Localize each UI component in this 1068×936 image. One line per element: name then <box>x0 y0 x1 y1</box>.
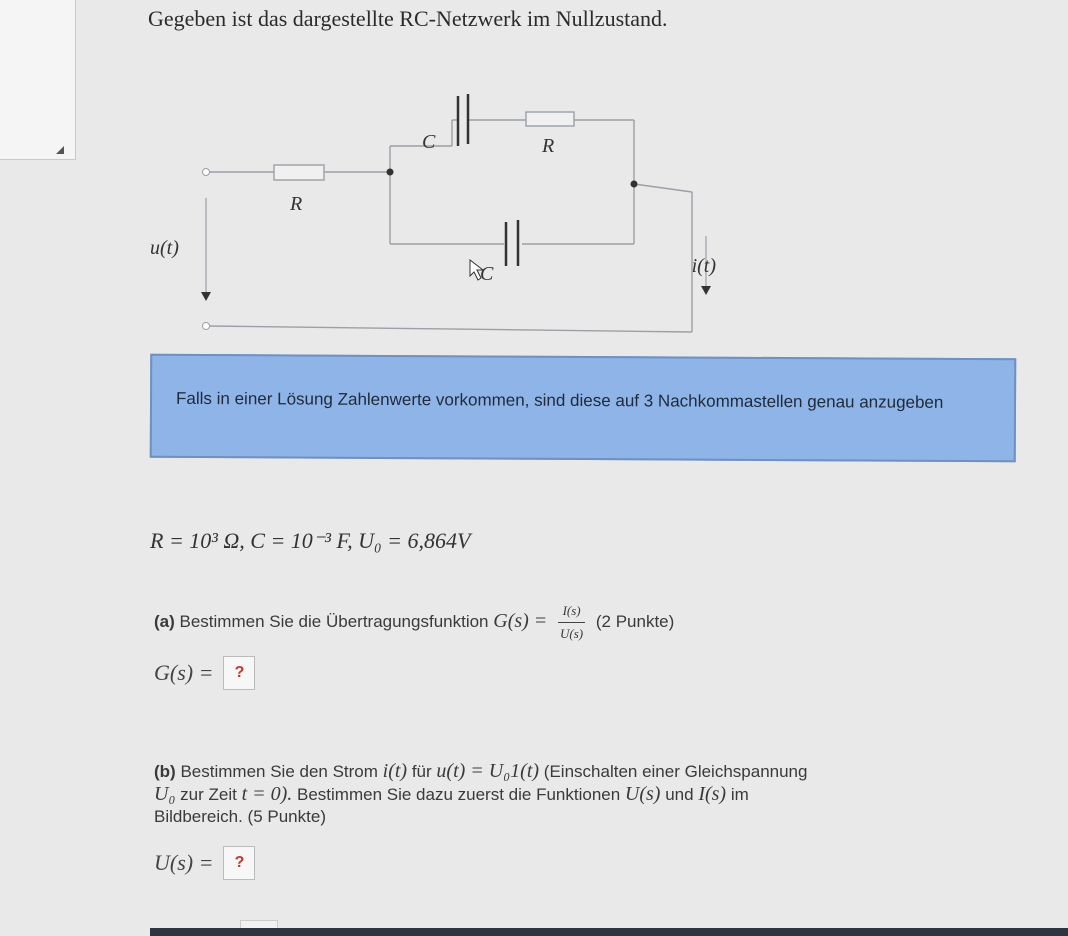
info-box <box>150 354 1017 463</box>
rc-circuit-diagram <box>140 80 720 350</box>
info-text: Falls in einer Lösung Zahlenwerte vorkommen, sind diese auf 3 Nachkommastellen genau anzugeben <box>175 388 944 412</box>
c2-label: C <box>480 263 494 285</box>
problem-title: Gegeben ist das dargestellte RC-Netzwerk im Nullzustand. <box>148 6 668 31</box>
part-b-question <box>154 760 1014 828</box>
junction-node <box>387 169 394 176</box>
part-b-text8: Bildbereich. (5 Punkte) <box>154 807 326 826</box>
voltage-arrowhead <box>201 292 211 301</box>
part-b-label: (b) <box>154 762 176 781</box>
part-b-text6: und <box>665 785 694 804</box>
resistor-r1 <box>274 165 324 180</box>
c1-label: C <box>422 131 436 153</box>
junction-node <box>631 181 638 188</box>
r2-label: R <box>542 135 555 157</box>
resistor-r2 <box>526 112 574 126</box>
capacitor-c1 <box>458 94 468 146</box>
part-a-question <box>154 600 674 645</box>
given-values: R = 10³ Ω, C = 10⁻³ F, U₀ = 6,864V <box>150 528 471 553</box>
fraction-numerator: I(s) <box>558 600 585 623</box>
sidebar-panel <box>0 0 76 160</box>
current-arrowhead <box>701 286 711 295</box>
capacitor-c2 <box>506 220 518 266</box>
answer-row-u <box>154 846 255 880</box>
resize-corner-icon[interactable] <box>56 146 64 154</box>
part-b-u-s: U(s) <box>624 783 661 805</box>
wire <box>634 184 692 192</box>
current-label: i(t) <box>691 255 716 277</box>
wire <box>208 326 692 332</box>
r1-label: R <box>290 193 303 215</box>
input-voltage-label: u(t) <box>150 237 179 259</box>
answer-g-lhs: G(s) = <box>154 660 214 685</box>
part-a-lhs: G(s) = <box>493 609 548 632</box>
bottom-bar <box>150 928 1068 936</box>
answer-u-input[interactable]: ? <box>223 846 255 880</box>
part-b-text7: im <box>730 785 749 804</box>
transfer-fraction <box>558 600 585 645</box>
terminal-top <box>203 169 210 176</box>
part-b-u0: U₀ <box>154 783 176 805</box>
part-b-text1: Bestimmen Sie den Strom <box>180 762 378 781</box>
answer-u-lhs: U(s) = <box>154 850 214 875</box>
fraction-denominator: U(s) <box>560 626 584 641</box>
part-a-points: (2 Punkte) <box>595 611 675 631</box>
answer-g-input[interactable]: ? <box>223 656 255 690</box>
terminal-bottom <box>203 323 210 330</box>
part-b-u-eq: u(t) = U₀1(t) <box>436 760 540 782</box>
part-b-i-s: I(s) <box>698 783 727 805</box>
part-b-text5: Bestimmen Sie dazu zuerst die Funktionen <box>297 785 621 804</box>
part-b-text3: (Einschalten einer Gleichspannung <box>543 762 808 781</box>
part-b-i-t: i(t) <box>382 760 408 782</box>
part-b-t-eq: t = 0). <box>241 783 293 805</box>
answer-row-g <box>154 656 255 690</box>
part-a-text: Bestimmen Sie die Übertragungsfunktion <box>179 611 489 631</box>
part-b-text4: zur Zeit <box>180 785 237 804</box>
part-b-text2: für <box>411 762 432 781</box>
part-a-label: (a) <box>154 611 175 631</box>
